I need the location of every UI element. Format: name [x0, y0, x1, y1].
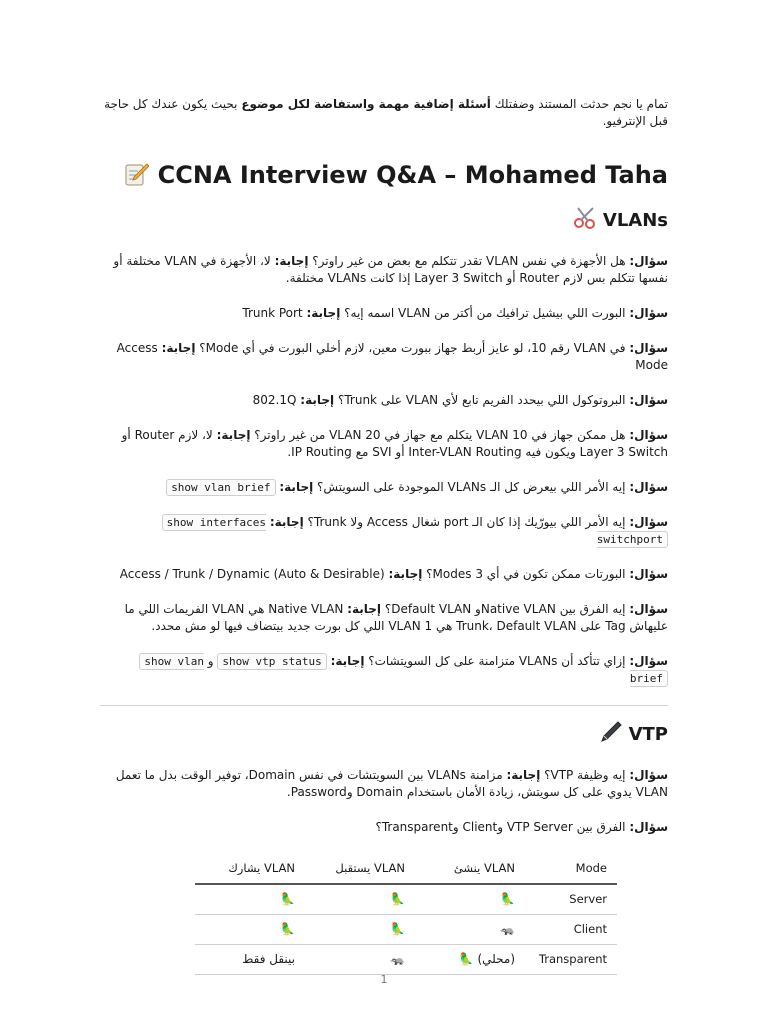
qa-item	[100, 392, 668, 409]
table-header-row	[195, 854, 617, 884]
answer-text: لا، لازم Router أو Layer 3 Switch ويكون فيه Inter-VLAN Routing أو SVI مع IP Routing.	[121, 428, 668, 459]
answer-label: إجابة:	[274, 254, 309, 268]
page-title	[100, 160, 668, 194]
question-label: سؤال:	[629, 602, 668, 616]
question-text: هل ممكن جهاز في VLAN 10 يتكلم مع جهاز في VLAN 20 من غير راوتر؟	[254, 428, 626, 442]
qa-item	[100, 305, 668, 322]
answer-label: إجابة:	[269, 515, 304, 529]
question-text: في VLAN رقم 10، لو عايز أربط جهاز ببورت معين، لازم أخلي البورت في أي Mode؟	[199, 341, 626, 355]
vtp-modes-table	[195, 854, 617, 975]
question-text: البورت اللي بيشيل ترافيك من أكتر من VLAN اسمه إيه؟	[344, 306, 626, 320]
answer-label: إجابة:	[161, 341, 196, 355]
answer-label: إجابة:	[216, 428, 251, 442]
table-header-mode: Mode	[525, 854, 617, 884]
qa-item	[100, 253, 668, 287]
question-label: سؤال:	[629, 515, 668, 529]
question-label: سؤال:	[629, 254, 668, 268]
question-text: هل الأجهزة في نفس VLAN تقدر تتكلم مع بعض من غير راوتر؟	[312, 254, 626, 268]
answer-text: Native VLAN هي VLAN الفريمات اللي ما عليهاش Tag على Trunk، Default VLAN هي VLAN 1 اللي كل بورت جديد بيتضاف فيها لو مش محدد.	[124, 602, 668, 633]
qa-item	[100, 601, 668, 635]
table-row	[195, 915, 617, 945]
answer-label: إجابة:	[330, 654, 365, 668]
answer-label: إجابة:	[506, 768, 541, 782]
memo-icon	[123, 161, 149, 194]
answer-label: إجابة:	[306, 306, 341, 320]
question-label: سؤال:	[629, 768, 668, 782]
question-text: البورتات ممكن تكون في أي 3 Modes؟	[426, 567, 626, 581]
answer-label: إجابة:	[300, 393, 335, 407]
cell-receive: 🦡	[305, 945, 415, 975]
qa-item	[100, 479, 668, 496]
qa-item	[100, 340, 668, 374]
cell-mode: Server	[525, 884, 617, 915]
answer-label: إجابة:	[347, 602, 382, 616]
cell-share: 🦜	[195, 915, 305, 945]
question-label: سؤال:	[629, 654, 668, 668]
vtp-heading-text: VTP	[628, 724, 668, 745]
question-label: سؤال:	[629, 820, 668, 834]
answer-label: إجابة:	[388, 567, 423, 581]
answer-text: Trunk Port	[242, 306, 303, 320]
cell-mode: Client	[525, 915, 617, 945]
question-label: سؤال:	[629, 306, 668, 320]
cell-receive: 🦜	[305, 884, 415, 915]
question-label: سؤال:	[629, 341, 668, 355]
qa-item	[100, 427, 668, 461]
question-text: إيه الفرق بين Native VLANو Default VLAN؟	[384, 602, 626, 616]
qa-item	[100, 653, 668, 687]
table-header-share: يشارك VLAN	[195, 854, 305, 884]
answer-label: إجابة:	[279, 480, 314, 494]
qa-item	[100, 514, 668, 548]
intro-text: تمام يا نجم حدثت المستند وضفتلك	[494, 97, 668, 111]
command-code: show interfaces switchport	[162, 514, 668, 548]
page-number: 1	[380, 973, 388, 986]
scissors-icon	[573, 206, 597, 237]
pen-icon	[598, 720, 622, 751]
vlans-heading-text: VLANs	[602, 210, 668, 231]
question-text: إيه الأمر اللي بيعرض كل الـ VLANs الموجودة على السويتش؟	[317, 480, 626, 494]
table-row	[195, 884, 617, 915]
question-text: إزاي تتأكد أن VLANs متزامنة على كل السويتشات؟	[368, 654, 626, 668]
answer-text: مزامنة VLANs بين السويتشات في نفس Domain، توفير الوقت بدل ما تعمل VLAN يدوي على كل سويتش، زيادة الأمان باستخدام Domain وPassword.	[115, 768, 668, 799]
cell-create: 🦡	[415, 915, 525, 945]
cell-share: 🦜	[195, 884, 305, 915]
intro-text-end: بحيث يكون عندك كل حاجة قبل الإنترفيو.	[104, 97, 668, 128]
intro-bold-text: أسئلة إضافية مهمة واستفاضة لكل موضوع	[241, 97, 491, 111]
command-code: show vlan brief	[166, 479, 275, 496]
question-label: سؤال:	[629, 480, 668, 494]
cell-mode: Transparent	[525, 945, 617, 975]
answer-text: 802.1Q	[252, 393, 297, 407]
cell-create: 🦜	[415, 884, 525, 915]
section-heading-vtp	[100, 720, 668, 751]
command-code: show vtp status	[217, 653, 326, 670]
question-text: إيه وظيفة VTP؟	[544, 768, 626, 782]
cell-share: بينقل فقط	[195, 945, 305, 975]
intro-paragraph	[100, 96, 668, 130]
question-text: إيه الأمر اللي بيورّيك إذا كان الـ port شغال Access ولا Trunk؟	[307, 515, 626, 529]
cell-create: 🦜 (محلي)	[415, 945, 525, 975]
answer-text: Access Mode	[116, 341, 668, 372]
table-row	[195, 945, 617, 975]
cell-receive: 🦜	[305, 915, 415, 945]
table-header-create: ينشئ VLAN	[415, 854, 525, 884]
title-text: CCNA Interview Q&A – Mohamed Taha	[157, 161, 668, 189]
answer-text: لا، الأجهزة في VLAN مختلفة أو نفسها تتكلم بس لازم Router أو Layer 3 Switch إذا كانت VLANs مختلفة.	[113, 254, 668, 285]
question-label: سؤال:	[629, 567, 668, 581]
joiner-text: و	[207, 654, 214, 668]
question-text: الفرق بين VTP Server وClient وTransparent؟	[375, 820, 626, 834]
qa-item	[100, 767, 668, 801]
qa-item	[100, 566, 668, 583]
vlans-qa-list	[100, 253, 668, 687]
answer-text: Access / Trunk / Dynamic (Auto & Desirable)	[119, 567, 385, 581]
question-label: سؤال:	[629, 393, 668, 407]
table-header-receive: يستقبل VLAN	[305, 854, 415, 884]
question-label: سؤال:	[629, 428, 668, 442]
qa-item	[100, 819, 668, 836]
section-divider	[100, 705, 668, 706]
vtp-qa-list	[100, 767, 668, 836]
document-page	[100, 96, 668, 975]
command-code: show vlan brief	[139, 653, 668, 687]
question-text: البروتوكول اللي بيحدد الفريم تابع لأي VLAN على Trunk؟	[337, 393, 626, 407]
section-heading-vlans	[100, 206, 668, 237]
